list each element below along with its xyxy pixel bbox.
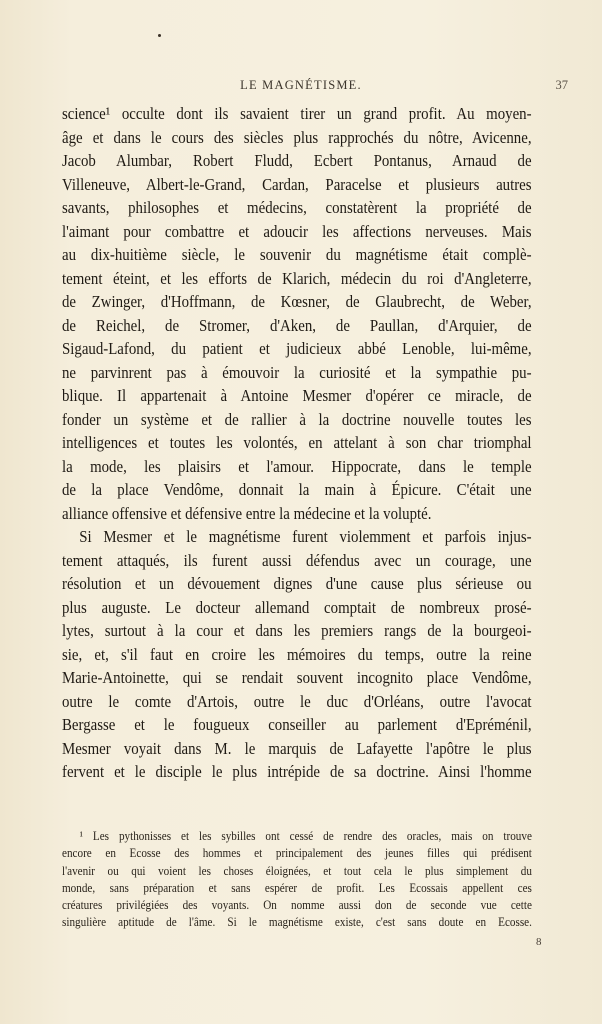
- text-line: de Reichel, de Stromer, d'Aken, de Paullan, d'Arquier, de: [62, 315, 532, 335]
- text-line: blique. Il appartenait à Antoine Mesmer d'opérer ce miracle, de: [62, 386, 532, 405]
- footnote-line: monde, sans préparation et sans espérer de profit. Les Ecossais appellent ces: [62, 880, 532, 895]
- text-line: Jacob Alumbar, Robert Fludd, Ecbert Pontanus, Arnaud de: [62, 151, 532, 170]
- text-line: lytes, surtout à la cour et dans les premiers rangs de la bourgeoi-: [62, 621, 532, 640]
- footnote-line: créatures privilégiées des voyants. On nomme aussi don de seconde vue cette: [62, 898, 532, 913]
- text-line: outre le comte d'Artois, outre le duc d'Orléans, outre l'avocat: [62, 691, 532, 711]
- running-title: LE MAGNÉTISME.: [240, 78, 362, 92]
- text-line: la mode, les plaisirs et l'amour. Hippocrate, dans le temple: [62, 456, 532, 476]
- text-line: intelligences et toutes les volontés, en attelant à son char triomphal: [62, 433, 532, 452]
- text-line: ne parvinrent pas à émouvoir la curiosité et la sympathie pu-: [62, 362, 532, 382]
- page-number: 37: [555, 78, 568, 92]
- footnote-line: singulière aptitude de l'âme. Si le magnétisme existe, c'est sans doute en Ecosse.: [62, 915, 532, 930]
- footnote-line: l'avenir ou qui voient les choses éloignées, et tout cela le plus simplement du: [62, 863, 532, 878]
- text-line: Marie-Antoinette, qui se rendait souvent incognito place Vendôme,: [62, 668, 532, 687]
- body-text: [62, 102, 532, 784]
- text-line: de Zwinger, d'Hoffmann, de Kœsner, de Glaubrecht, de Weber,: [62, 292, 532, 311]
- text-line: Bergasse et le fougueux conseiller au parlement d'Epréménil,: [62, 715, 532, 734]
- text-line: alliance offensive et défensive entre la médecine et la volupté.: [62, 503, 432, 523]
- text-line: fervent et le disciple le plus intrépide de sa doctrine. Ainsi l'homme: [62, 762, 532, 781]
- text-line: résolution et un dévouement dignes d'une cause plus sérieuse ou: [62, 574, 532, 593]
- footnote-line: encore en Ecosse des hommes et principalement des jeunes filles qui prédisent: [62, 846, 532, 861]
- text-line: fonder un système et de rallier à la doctrine nouvelle toutes les: [62, 409, 532, 429]
- ink-speck: [158, 34, 161, 37]
- text-line: Mesmer voyait dans M. le marquis de Lafayette l'apôtre le plus: [62, 738, 532, 758]
- text-line: Si Mesmer et le magnétisme furent violemment et parfois injus-: [79, 527, 532, 546]
- text-line: Villeneuve, Albert-le-Grand, Cardan, Paracelse et plusieurs autres: [62, 174, 532, 194]
- text-line: âge et dans le cours des siècles plus rapprochés du nôtre, Avicenne,: [62, 127, 532, 147]
- footnote-line: ¹ Les pythonisses et les sybilles ont cessé de rendre des oracles, mais on trouve: [79, 829, 532, 843]
- text-line: savants, philosophes et médecins, constatèrent la propriété de: [62, 198, 532, 217]
- text-line: tement attaqués, ils furent aussi défendus avec un courage, une: [62, 550, 532, 570]
- text-line: sie, et, s'il faut en croire les mémoires du temps, outre la reine: [62, 644, 532, 664]
- text-line: tement éteint, et les efforts de Klarich, médecin du roi d'Angleterre,: [62, 268, 532, 288]
- text-line: Sigaud-Lafond, du patient et judicieux abbé Lenoble, lui-même,: [62, 339, 532, 358]
- running-head: [0, 78, 602, 98]
- footnote: [62, 828, 532, 932]
- text-line: de la place Vendôme, donnait la main à Épicure. C'était une: [62, 480, 532, 499]
- text-line: l'aimant pour combattre et adoucir les affections nerveuses. Mais: [62, 221, 532, 241]
- text-line: au dix-huitième siècle, le souvenir du magnétisme était complè-: [62, 245, 532, 264]
- signature-mark: 8: [536, 936, 542, 948]
- text-line: science¹ occulte dont ils savaient tirer un grand profit. Au moyen-: [62, 104, 532, 123]
- text-line: plus auguste. Le docteur allemand comptait de nombreux prosé-: [62, 597, 532, 617]
